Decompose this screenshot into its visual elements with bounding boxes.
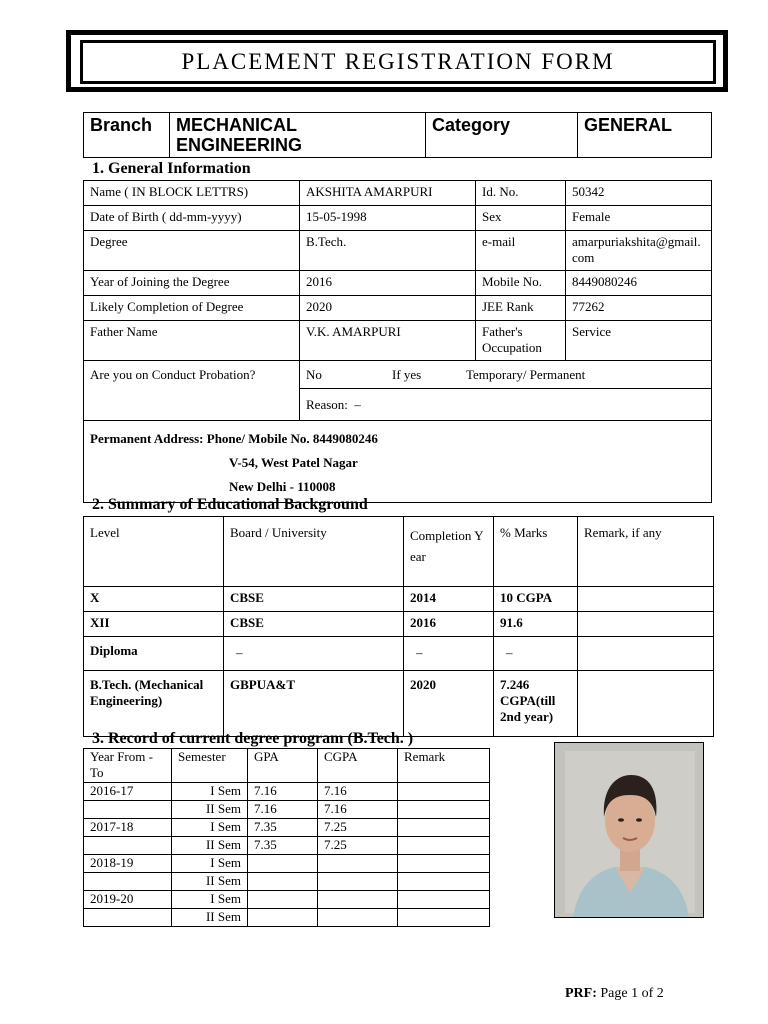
table-row xyxy=(84,855,490,873)
semester-cell: I Sem xyxy=(172,819,248,837)
gpa-cell: 7.16 xyxy=(248,783,318,801)
table-row xyxy=(84,361,712,389)
portrait-illustration xyxy=(555,743,704,918)
header-completion: Completion Year xyxy=(404,517,494,587)
education-table xyxy=(83,516,714,737)
table-row xyxy=(84,749,490,783)
probation-answer-cell xyxy=(300,361,712,389)
category-value: GENERAL xyxy=(578,113,712,158)
year-cell: 2020 xyxy=(404,671,494,737)
probation-reason-cell xyxy=(300,389,712,421)
email-value: amarpuriakshita@gmail.com xyxy=(566,231,712,271)
header-marks: % Marks xyxy=(494,517,578,587)
level-cell: X xyxy=(84,587,224,612)
cgpa-cell xyxy=(318,873,398,891)
remark-cell xyxy=(578,637,714,671)
sex-value: Female xyxy=(566,206,712,231)
cgpa-cell xyxy=(318,891,398,909)
page-footer xyxy=(565,986,664,1002)
year-cell xyxy=(84,801,172,819)
completion-value: 2020 xyxy=(300,296,476,321)
student-photo xyxy=(554,742,704,918)
father-occupation-value: Service xyxy=(566,321,712,361)
degree-label: Degree xyxy=(84,231,300,271)
header-level: Level xyxy=(84,517,224,587)
semester-cell: II Sem xyxy=(172,909,248,927)
header-board: Board / University xyxy=(224,517,404,587)
remark-cell xyxy=(398,801,490,819)
board-cell: – xyxy=(224,637,404,671)
address-label: Permanent Address: Phone/ Mobile No. 8449080246 xyxy=(90,431,378,446)
table-row xyxy=(84,421,712,503)
probation-type: Temporary/ Permanent xyxy=(466,367,586,382)
table-row xyxy=(84,671,714,737)
year-cell xyxy=(84,909,172,927)
remark-cell xyxy=(398,837,490,855)
remark-cell xyxy=(578,671,714,737)
address-line-2: New Delhi - 110008 xyxy=(229,479,336,494)
gpa-cell xyxy=(248,855,318,873)
board-cell: CBSE xyxy=(224,587,404,612)
sex-label: Sex xyxy=(476,206,566,231)
semester-cell: II Sem xyxy=(172,801,248,819)
branch-table xyxy=(83,112,712,158)
table-row xyxy=(84,837,490,855)
semester-cell: I Sem xyxy=(172,783,248,801)
gpa-cell xyxy=(248,891,318,909)
probation-label: Are you on Conduct Probation? xyxy=(84,361,300,421)
board-cell: GBPUA&T xyxy=(224,671,404,737)
name-label: Name ( IN BLOCK LETTRS) xyxy=(84,181,300,206)
joining-year-value: 2016 xyxy=(300,271,476,296)
page-number: Page 1 of 2 xyxy=(600,986,664,1001)
father-name-value: V.K. AMARPURI xyxy=(300,321,476,361)
year-cell: 2016-17 xyxy=(84,783,172,801)
cgpa-cell: 7.25 xyxy=(318,819,398,837)
year-cell: 2017-18 xyxy=(84,819,172,837)
table-row xyxy=(84,321,712,361)
gpa-cell: 7.35 xyxy=(248,819,318,837)
marks-cell: 91.6 xyxy=(494,612,578,637)
year-cell: 2014 xyxy=(404,587,494,612)
probation-answer: No xyxy=(306,367,322,382)
header-remark: Remark xyxy=(398,749,490,783)
cgpa-cell: 7.16 xyxy=(318,801,398,819)
table-row xyxy=(84,873,490,891)
level-cell: Diploma xyxy=(84,637,224,671)
remark-cell xyxy=(398,783,490,801)
marks-cell: 7.246 CGPA(till 2nd year) xyxy=(494,671,578,737)
general-info-heading: 1. General Information xyxy=(92,160,251,177)
table-row xyxy=(84,909,490,927)
cgpa-cell: 7.25 xyxy=(318,837,398,855)
reason-label: Reason: xyxy=(306,397,348,412)
table-row xyxy=(84,801,490,819)
cgpa-cell: 7.16 xyxy=(318,783,398,801)
cgpa-cell xyxy=(318,855,398,873)
semester-cell: I Sem xyxy=(172,891,248,909)
remark-cell xyxy=(578,612,714,637)
year-cell: – xyxy=(404,637,494,671)
father-name-label: Father Name xyxy=(84,321,300,361)
header-remark: Remark, if any xyxy=(578,517,714,587)
mobile-value: 8449080246 xyxy=(566,271,712,296)
table-row xyxy=(84,612,714,637)
completion-label: Likely Completion of Degree xyxy=(84,296,300,321)
category-label: Category xyxy=(426,113,578,158)
gpa-cell xyxy=(248,909,318,927)
marks-cell: 10 CGPA xyxy=(494,587,578,612)
degree-value: B.Tech. xyxy=(300,231,476,271)
year-cell: 2016 xyxy=(404,612,494,637)
record-heading: 3. Record of current degree program (B.Tech. ) xyxy=(92,730,414,747)
header-year: Year From -To xyxy=(84,749,172,783)
mobile-label: Mobile No. xyxy=(476,271,566,296)
record-table xyxy=(83,748,490,927)
year-cell xyxy=(84,873,172,891)
dob-label: Date of Birth ( dd-mm-yyyy) xyxy=(84,206,300,231)
remark-cell xyxy=(398,819,490,837)
table-row xyxy=(84,206,712,231)
father-occupation-label: Father's Occupation xyxy=(476,321,566,361)
address-line-1: V-54, West Patel Nagar xyxy=(229,455,358,470)
level-cell: XII xyxy=(84,612,224,637)
footer-label: PRF: xyxy=(565,986,597,1001)
board-cell: CBSE xyxy=(224,612,404,637)
gpa-cell: 7.16 xyxy=(248,801,318,819)
table-row xyxy=(84,891,490,909)
level-cell: B.Tech. (Mechanical Engineering) xyxy=(84,671,224,737)
joining-year-label: Year of Joining the Degree xyxy=(84,271,300,296)
reason-value: – xyxy=(354,397,361,412)
dob-value: 15-05-1998 xyxy=(300,206,476,231)
branch-value: MECHANICAL ENGINEERING xyxy=(170,113,426,158)
year-cell: 2018-19 xyxy=(84,855,172,873)
semester-cell: I Sem xyxy=(172,855,248,873)
cgpa-cell xyxy=(318,909,398,927)
table-row xyxy=(84,296,712,321)
table-row xyxy=(84,517,714,587)
header-cgpa: CGPA xyxy=(318,749,398,783)
name-value: AKSHITA AMARPURI xyxy=(300,181,476,206)
table-row xyxy=(84,637,714,671)
table-row xyxy=(84,587,714,612)
year-cell xyxy=(84,837,172,855)
table-row xyxy=(84,783,490,801)
branch-label: Branch xyxy=(84,113,170,158)
header-semester: Semester xyxy=(172,749,248,783)
id-value: 50342 xyxy=(566,181,712,206)
jee-rank-value: 77262 xyxy=(566,296,712,321)
table-row xyxy=(84,819,490,837)
table-row xyxy=(84,231,712,271)
semester-cell: II Sem xyxy=(172,873,248,891)
table-row xyxy=(84,181,712,206)
gpa-cell: 7.35 xyxy=(248,837,318,855)
header-gpa: GPA xyxy=(248,749,318,783)
form-title: PLACEMENT REGISTRATION FORM xyxy=(80,40,716,84)
remark-cell xyxy=(398,873,490,891)
semester-cell: II Sem xyxy=(172,837,248,855)
email-label: e-mail xyxy=(476,231,566,271)
marks-cell: – xyxy=(494,637,578,671)
remark-cell xyxy=(398,855,490,873)
id-label: Id. No. xyxy=(476,181,566,206)
gpa-cell xyxy=(248,873,318,891)
year-cell: 2019-20 xyxy=(84,891,172,909)
jee-rank-label: JEE Rank xyxy=(476,296,566,321)
probation-if-yes: If yes xyxy=(392,367,422,382)
general-info-table xyxy=(83,180,712,503)
table-row xyxy=(84,271,712,296)
remark-cell xyxy=(578,587,714,612)
remark-cell xyxy=(398,891,490,909)
education-heading: 2. Summary of Educational Background xyxy=(92,496,368,513)
address-cell xyxy=(84,421,712,503)
remark-cell xyxy=(398,909,490,927)
